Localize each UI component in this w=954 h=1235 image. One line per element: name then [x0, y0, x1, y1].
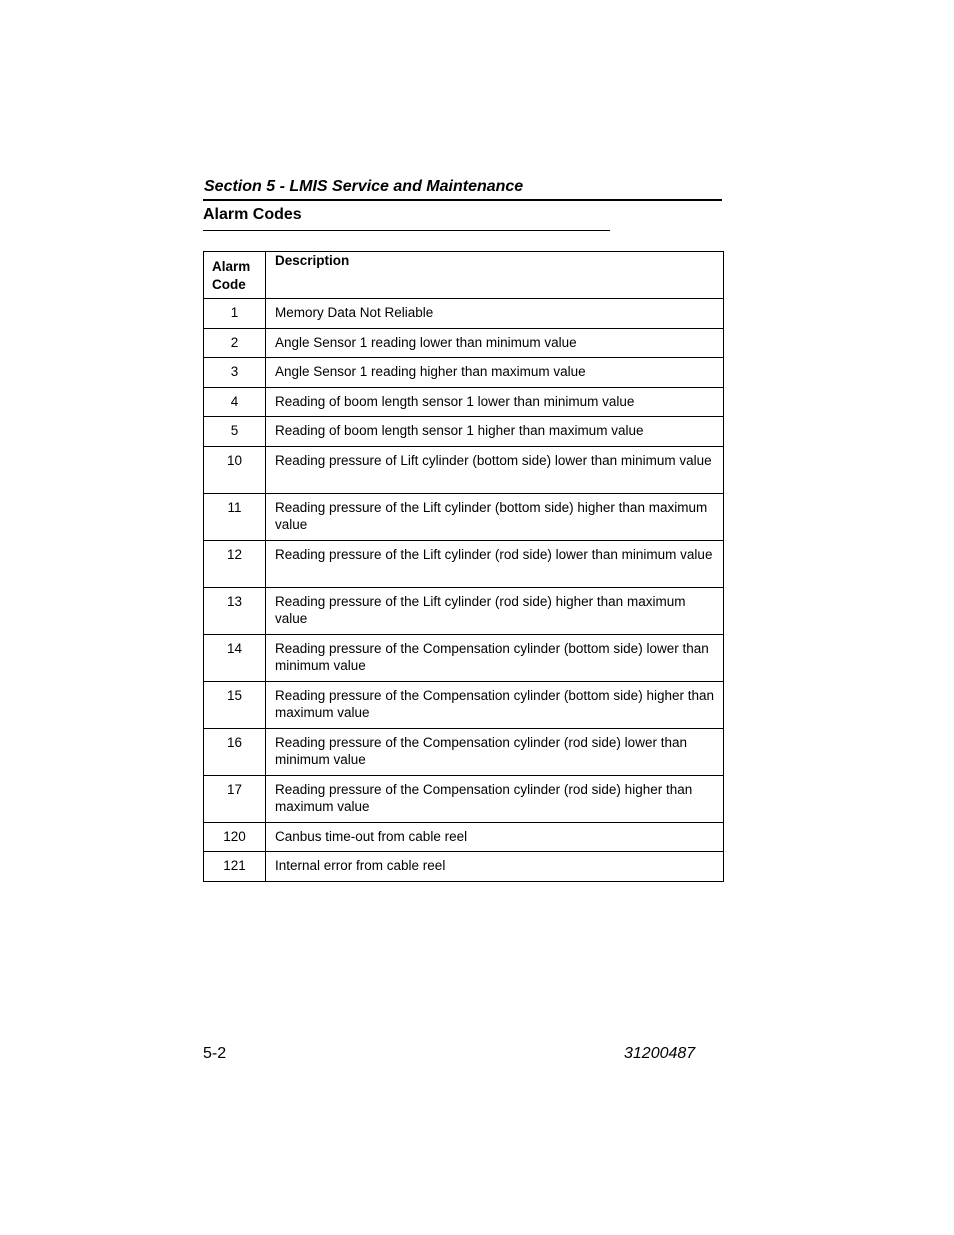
description-cell: Canbus time-out from cable reel [266, 822, 724, 852]
alarm-code-cell: 1 [204, 299, 266, 329]
table-row [204, 634, 724, 681]
alarm-code-cell: 13 [204, 587, 266, 634]
column-header-alarm-code: Alarm Code [204, 252, 266, 299]
description-cell: Reading pressure of the Lift cylinder (rod side) lower than minimum value [266, 540, 724, 587]
table-row [204, 540, 724, 587]
alarm-code-cell: 11 [204, 493, 266, 540]
alarm-code-cell: 120 [204, 822, 266, 852]
document-number: 31200487 [624, 1045, 696, 1062]
description-cell: Reading pressure of Lift cylinder (bottom side) lower than minimum value [266, 446, 724, 493]
description-cell: Reading pressure of the Lift cylinder (rod side) higher than maximum value [266, 587, 724, 634]
alarm-code-cell: 10 [204, 446, 266, 493]
table-row [204, 493, 724, 540]
column-header-description: Description [266, 252, 724, 299]
description-cell: Reading pressure of the Compensation cylinder (rod side) higher than maximum value [266, 775, 724, 822]
table-row [204, 728, 724, 775]
alarm-code-cell: 4 [204, 387, 266, 417]
description-cell: Reading of boom length sensor 1 lower than minimum value [266, 387, 724, 417]
description-cell: Angle Sensor 1 reading higher than maximum value [266, 358, 724, 388]
alarm-code-cell: 3 [204, 358, 266, 388]
table-row [204, 446, 724, 493]
table-row [204, 328, 724, 358]
table-row [204, 822, 724, 852]
description-cell: Reading pressure of the Compensation cylinder (bottom side) lower than minimum value [266, 634, 724, 681]
table-row [204, 358, 724, 388]
table-row [204, 417, 724, 447]
alarm-code-cell: 16 [204, 728, 266, 775]
table-header-row [204, 252, 724, 299]
description-cell: Memory Data Not Reliable [266, 299, 724, 329]
table-row [204, 587, 724, 634]
alarm-code-cell: 15 [204, 681, 266, 728]
table-row [204, 852, 724, 882]
table-row [204, 387, 724, 417]
table-row [204, 299, 724, 329]
description-cell: Reading pressure of the Compensation cylinder (bottom side) higher than maximum value [266, 681, 724, 728]
description-cell: Reading pressure of the Lift cylinder (bottom side) higher than maximum value [266, 493, 724, 540]
table-row [204, 775, 724, 822]
alarm-code-cell: 5 [204, 417, 266, 447]
alarm-code-cell: 2 [204, 328, 266, 358]
description-cell: Reading pressure of the Compensation cylinder (rod side) lower than minimum value [266, 728, 724, 775]
description-cell: Internal error from cable reel [266, 852, 724, 882]
table-row [204, 681, 724, 728]
alarm-code-cell: 12 [204, 540, 266, 587]
subsection-header [203, 203, 610, 231]
description-cell: Angle Sensor 1 reading lower than minimum value [266, 328, 724, 358]
alarm-code-cell: 14 [204, 634, 266, 681]
alarm-codes-table [203, 251, 724, 882]
description-cell: Reading of boom length sensor 1 higher than maximum value [266, 417, 724, 447]
section-header [203, 175, 722, 201]
alarm-code-cell: 17 [204, 775, 266, 822]
page-number: 5-2 [203, 1045, 227, 1062]
section-title: Section 5 - LMIS Service and Maintenance [204, 178, 524, 195]
alarm-code-cell: 121 [204, 852, 266, 882]
subsection-title: Alarm Codes [203, 206, 302, 223]
